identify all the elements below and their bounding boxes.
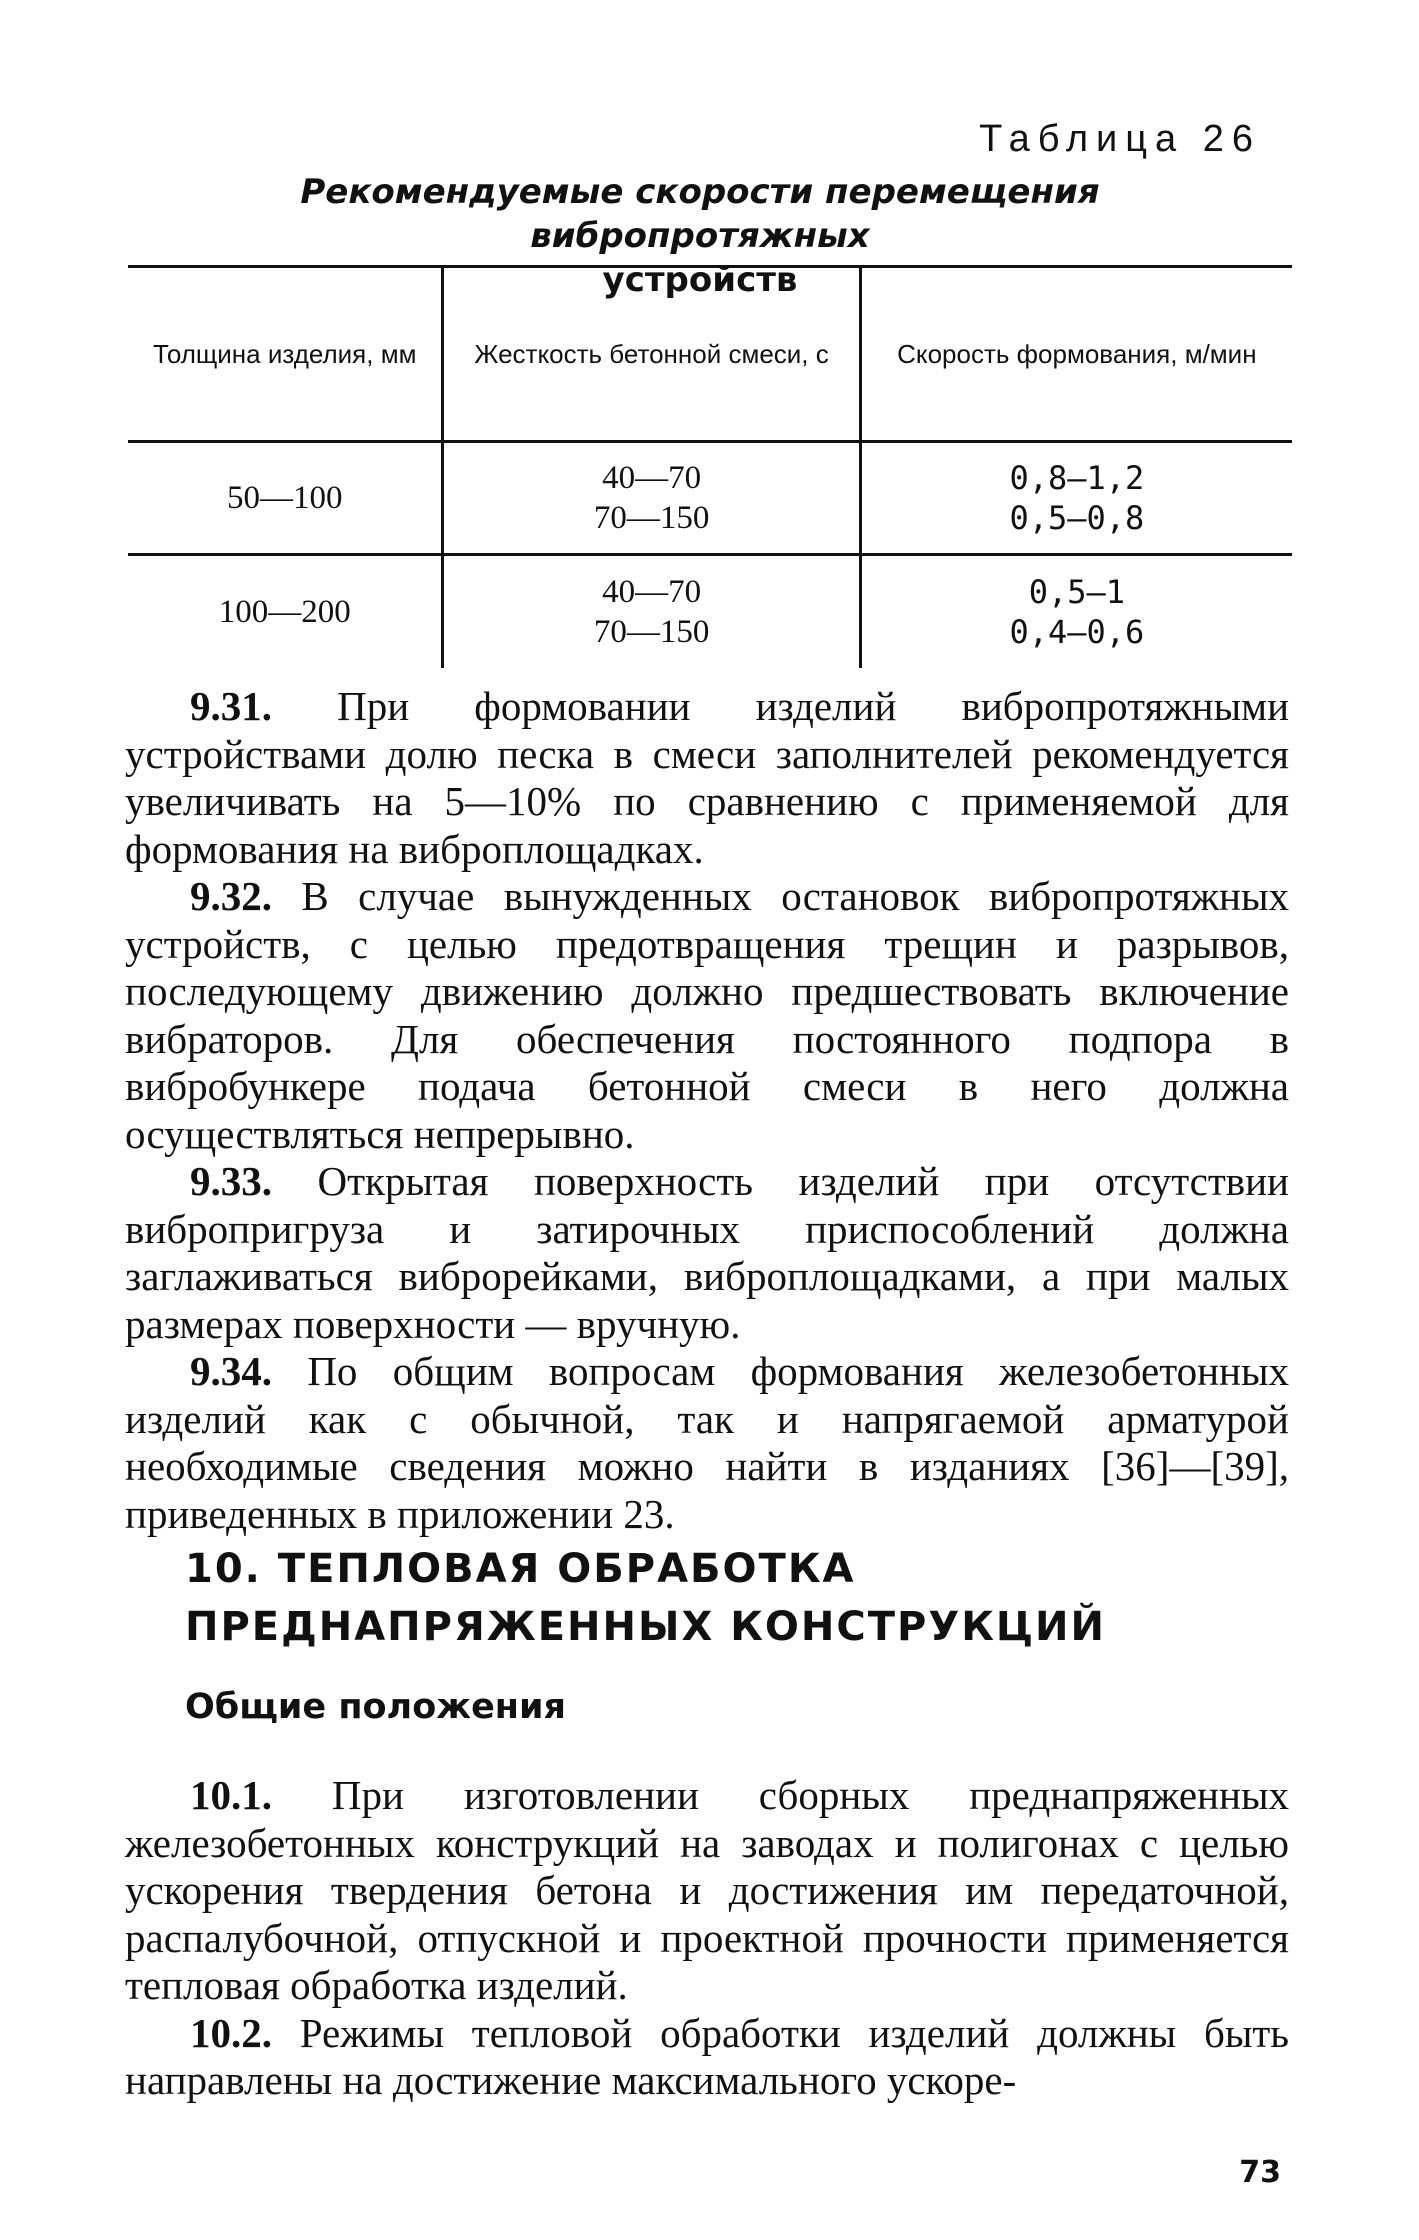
section-text-block	[125, 1772, 1289, 2105]
paragraph	[125, 1772, 1289, 2010]
table-label: Таблица 26	[979, 118, 1261, 160]
cell-line: 70—150	[593, 500, 710, 536]
paragraph-text: Открытая поверхность изделий при отсутствии вибропригруза и затирочных приспособлений должна заглаживаться виброрейками, виброплощадками, а при малых размерах поверхности — вручную.	[125, 1158, 1289, 1347]
cell-line: 70—150	[593, 613, 710, 650]
cell-thickness: 50—100	[226, 480, 343, 516]
paragraph-text: При изготовлении сборных преднапряженных железобетонных конструкций на заводах и полигонах с целью ускорения твердения бетона и достижения им передаточной, распалубочной, отпускной и проектной прочности применяется тепловая обработка изделий.	[125, 1772, 1289, 2008]
table-row	[128, 555, 1292, 668]
cell-speed	[860, 555, 1292, 668]
paragraph-number: 9.32.	[190, 873, 272, 919]
cell-stiffness	[443, 555, 860, 668]
cell-thickness: 100—200	[218, 593, 351, 630]
paragraph-number: 9.34.	[190, 1348, 272, 1394]
cell-line: 0,4—0,6	[1009, 612, 1145, 651]
paragraph	[125, 873, 1289, 1158]
table-header-row	[128, 267, 1292, 442]
paragraph-text: При формовании изделий вибропротяжными устройствами долю песка в смеси заполнителей рекомендуется увеличивать на 5—10% по сравнению с применяемой для формования на виброплощадках.	[125, 683, 1290, 872]
section-heading-line-2: ПРЕДНАПРЯЖЕННЫХ КОНСТРУКЦИЙ	[185, 1604, 1106, 1650]
cell-line: 40—70	[602, 573, 702, 610]
header-thickness: Толщина изделия, мм	[152, 339, 417, 369]
table-title-line-1: Рекомендуемые скорости перемещения вибропротяжных	[300, 172, 1100, 256]
cell-line: 0,5—1	[1028, 572, 1126, 611]
cell-line: 0,5—0,8	[1009, 499, 1145, 537]
header-stiffness: Жесткость бетонной смеси, с	[443, 267, 860, 442]
paragraph-number: 9.31.	[190, 683, 272, 729]
paragraph-number: 10.2.	[190, 2009, 272, 2056]
paragraph-text: По общим вопросам формования железобетонных изделий как с обычной, так и напрягаемой арматурой необходимые сведения можно найти в изданиях [36]—[39], приведенных в приложении 23.	[125, 1348, 1289, 1537]
speed-table	[128, 265, 1292, 668]
cell-line: 40—70	[602, 460, 702, 496]
page-number: 73	[1239, 2155, 1281, 2190]
section-heading-line-1: 10. ТЕПЛОВАЯ ОБРАБОТКА	[185, 1546, 856, 1592]
paragraph-number: 10.1.	[190, 1772, 272, 1818]
subheading: Общие положения	[185, 1687, 566, 1727]
paragraph	[125, 1158, 1289, 1348]
section-heading	[185, 1540, 1106, 1656]
header-speed: Скорость формования, м/мин	[860, 267, 1292, 442]
paragraph-number: 9.33.	[190, 1158, 272, 1204]
paragraph-text: Режимы тепловой обработки изделий должны быть направлены на достижение максимального ускоре-	[125, 2009, 1289, 2103]
cell-speed	[860, 442, 1292, 555]
paragraph	[125, 2010, 1289, 2105]
paragraph-text: В случае вынужденных остановок вибропротяжных устройств, с целью предотвращения трещин и разрывов, последующему движению должно предшествовать включение вибраторов. Для обеспечения постоянного подпора в вибробункере подача бетонной смеси в него должна осуществляться непрерывно.	[125, 873, 1290, 1157]
cell-stiffness	[443, 442, 860, 555]
paragraph	[125, 683, 1289, 873]
cell-line: 0,8—1,2	[1009, 459, 1145, 497]
body-text-block	[125, 683, 1289, 1538]
table-title-line-2: устройств	[602, 260, 798, 300]
paragraph	[125, 1348, 1289, 1538]
table-row	[128, 442, 1292, 555]
